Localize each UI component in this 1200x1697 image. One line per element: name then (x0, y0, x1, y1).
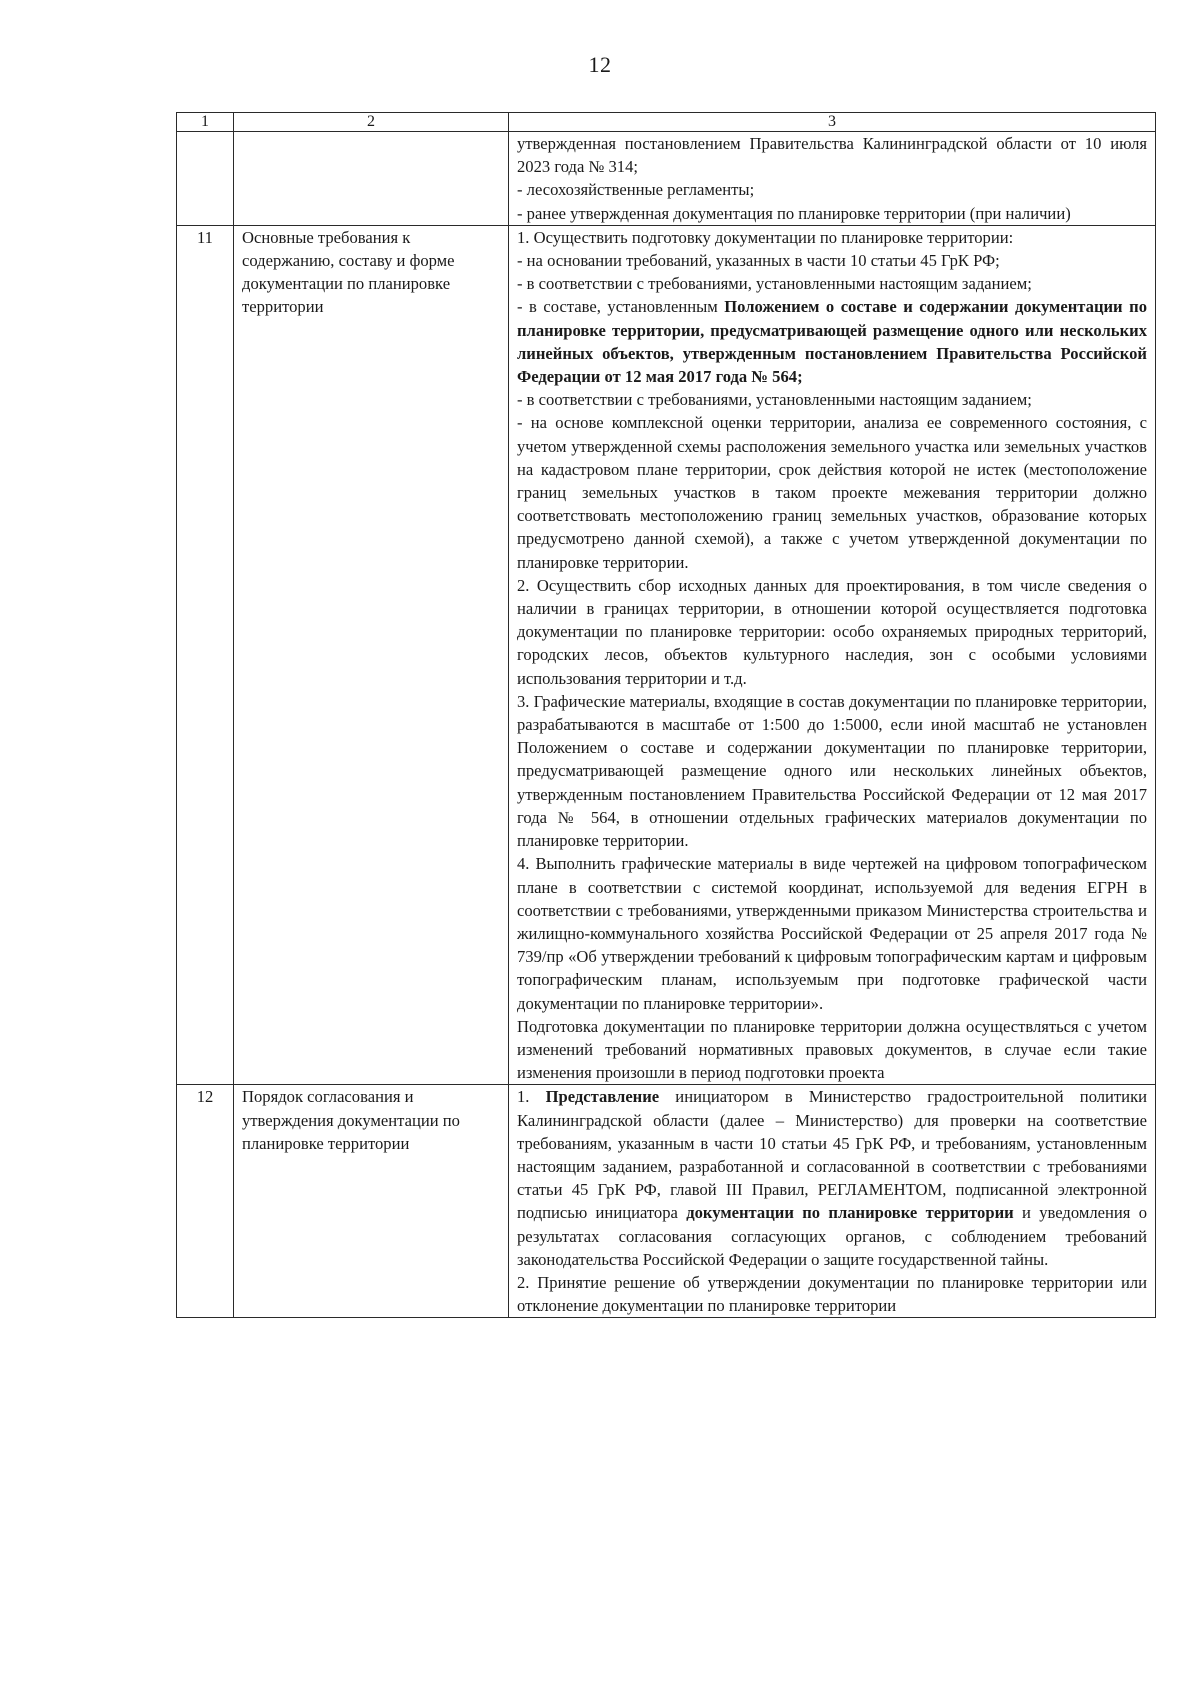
text-run: - ранее утвержденная документация по планировке территории (при наличии) (517, 203, 1071, 223)
content-paragraph (517, 411, 1147, 573)
row-number: 11 (177, 225, 234, 1085)
content-paragraph (517, 690, 1147, 852)
row-content (509, 132, 1156, 226)
content-paragraph (517, 249, 1147, 272)
content-paragraph (517, 272, 1147, 295)
content-paragraph (517, 1271, 1147, 1317)
text-run: 1. (517, 1087, 546, 1107)
text-run: 2. Принятие решение об утверждении документации по планировке территории или отклонение документации по планировке территории (517, 1272, 1147, 1316)
content-paragraph (517, 202, 1147, 225)
text-run: 3. Графические материалы, входящие в состав документации по планировке территории, разрабатываются в масштабе от 1:500 до 1:5000, если иной масштаб не установлен Положением о составе и содержании документации по планировке территории, предусматривающей размещение одного или нескольких линейных объектов, утвержденным постановлением Правительства Российской Федерации от 12 мая 2017 года № 564, в отношении отдельных графических материалов документации по планировке территории. (517, 691, 1147, 851)
content-paragraph (517, 388, 1147, 411)
table-row (177, 225, 1156, 1085)
row-content (509, 1085, 1156, 1318)
row-number: 12 (177, 1085, 234, 1318)
bold-text: Представление (545, 1087, 660, 1107)
row-content (509, 225, 1156, 1085)
content-paragraph (517, 1085, 1147, 1271)
header-col-3: 3 (509, 113, 1156, 132)
header-col-1: 1 (177, 113, 234, 132)
row-title: Основные требования к содержанию, составу и форме документации по планировке территории (234, 225, 509, 1085)
text-run: - в соответствии с требованиями, установленными настоящим заданием; (517, 390, 1032, 410)
text-run: 2. Осуществить сбор исходных данных для проектирования, в том числе сведения о наличии в границах территории, в отношении которой осуществляется подготовка документации по планировке территории: особо охраняемых природных территорий, городских лесов, объектов культурного наследия, зон с особыми условиями использования территории и т.д. (517, 575, 1147, 688)
content-paragraph (517, 178, 1147, 201)
text-run: Подготовка документации по планировке территории должна осуществляться с учетом изменений требований нормативных правовых документов, в случае если такие изменения произошли в период подготовки проекта (517, 1016, 1147, 1083)
content-paragraph (517, 132, 1147, 178)
page-number: 12 (588, 52, 612, 77)
text-run: - на основе комплексной оценки территории, анализа ее современного состояния, с учетом утвержденной схемы расположения земельного участка или земельных участков на кадастровом плане территории, срок действия которой не истек (местоположение границ земельных участков в таком проекте межевания территории должно соответствовать местоположению границ земельных участков, образование которых предусмотрено данной схемой), а также с учетом утвержденной документации по планировке территории. (517, 413, 1147, 572)
content-paragraph (517, 574, 1147, 690)
text-run: инициатором в Министерство градостроительной политики Калининградской области (далее – Министерство) для проверки на соответствие требованиям, указанным в части 10 статьи 45 ГрК РФ, и требованиям, установленным настоящим заданием, разработанной и согласованной в соответствии с требованиями статьи 45 ГрК РФ, главой III Правил, РЕГЛАМЕНТОМ, подписанной электронной подписью инициатора (517, 1087, 1148, 1223)
row-title: Порядок согласования и утверждения документации по планировке территории (234, 1085, 509, 1318)
text-run: 4. Выполнить графические материалы в виде чертежей на цифровом топографическом плане в соответствии с системой координат, используемой для ведения ЕГРН в соответствии с требованиями, утвержденными приказом Министерства строительства и жилищно-коммунального хозяйства Российской Федерации от 25 апреля 2017 года № 739/пр «Об утверждении требований к цифровым топографическим картам и цифровым топографическим планам, используемым при подготовке графической части документации по планировке территории». (517, 854, 1147, 1013)
table-row (177, 1085, 1156, 1318)
text-run: 1. Осуществить подготовку документации по планировке территории: (517, 227, 1014, 247)
requirements-table (176, 112, 1156, 1318)
bold-text: Положением о составе и содержании документации по планировке территории, предусматривающей размещение одного или нескольких линейных объектов, утвержденным постановлением Правительства Российской Федерации от 12 мая 2017 года № 564; (517, 297, 1147, 387)
content-paragraph (517, 295, 1147, 388)
text-run: - в соответствии с требованиями, установленными настоящим заданием; (517, 274, 1032, 294)
text-run: - в составе, установленным (517, 297, 725, 317)
content-paragraph (517, 1015, 1147, 1085)
content-paragraph (517, 852, 1147, 1014)
row-number (177, 132, 234, 226)
text-run: утвержденная постановлением Правительства Калининградской области от 10 июля 2023 года № 314; (517, 134, 1147, 177)
text-run: - на основании требований, указанных в части 10 статьи 45 ГрК РФ; (517, 251, 1000, 271)
bold-text: документации по планировке территории (686, 1203, 1014, 1223)
table-header-row (177, 113, 1156, 132)
table-row (177, 132, 1156, 226)
content-paragraph (517, 226, 1147, 249)
header-col-2: 2 (234, 113, 509, 132)
row-title (234, 132, 509, 226)
text-run: и уведомления о результатах согласования согласующих органов, с соблюдением требований законодательства Российской Федерации о защите государственной тайны. (517, 1203, 1147, 1269)
text-run: - лесохозяйственные регламенты; (517, 180, 755, 200)
